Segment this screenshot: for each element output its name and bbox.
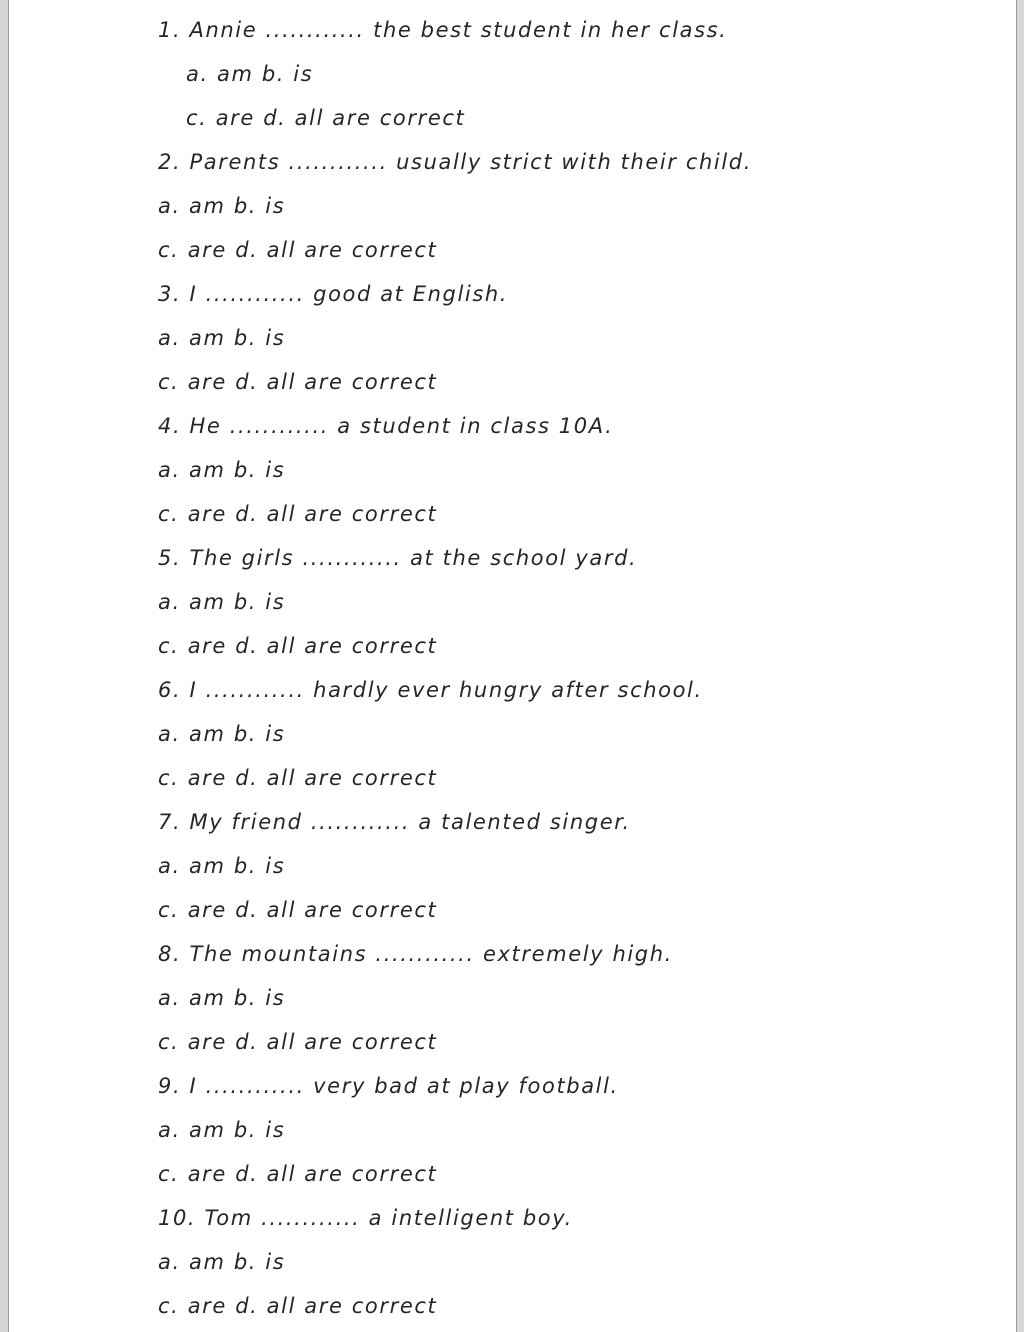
question-10-options-cd: c. are d. all are correct <box>158 1294 438 1318</box>
question-8-stem: 8. The mountains ............ extremely high. <box>158 942 673 966</box>
question-8-options-cd: c. are d. all are correct <box>158 1030 438 1054</box>
left-page-edge <box>0 0 9 1332</box>
question-5-options-cd: c. are d. all are correct <box>158 634 438 658</box>
question-9-stem: 9. I ............ very bad at play football. <box>158 1074 619 1098</box>
question-1-stem: 1. Annie ............ the best student in her class. <box>158 18 728 42</box>
question-3-options-cd: c. are d. all are correct <box>158 370 438 394</box>
question-7-options-ab: a. am b. is <box>158 854 286 878</box>
question-6-options-cd: c. are d. all are correct <box>158 766 438 790</box>
question-10-options-ab: a. am b. is <box>158 1250 286 1274</box>
question-4-options-ab: a. am b. is <box>158 458 286 482</box>
question-4-stem: 4. He ............ a student in class 10A. <box>158 414 614 438</box>
question-2-options-ab: a. am b. is <box>158 194 286 218</box>
question-8-options-ab: a. am b. is <box>158 986 286 1010</box>
question-6-stem: 6. I ............ hardly ever hungry after school. <box>158 678 703 702</box>
question-9-options-ab: a. am b. is <box>158 1118 286 1142</box>
question-2-stem: 2. Parents ............ usually strict with their child. <box>158 150 752 174</box>
question-3-stem: 3. I ............ good at English. <box>158 282 509 306</box>
question-5-options-ab: a. am b. is <box>158 590 286 614</box>
question-1-options-cd: c. are d. all are correct <box>186 106 466 130</box>
question-7-options-cd: c. are d. all are correct <box>158 898 438 922</box>
question-7-stem: 7. My friend ............ a talented singer. <box>158 810 631 834</box>
question-2-options-cd: c. are d. all are correct <box>158 238 438 262</box>
question-10-stem: 10. Tom ............ a intelligent boy. <box>158 1206 573 1230</box>
question-1-options-ab: a. am b. is <box>186 62 314 86</box>
question-6-options-ab: a. am b. is <box>158 722 286 746</box>
question-5-stem: 5. The girls ............ at the school yard. <box>158 546 638 570</box>
question-9-options-cd: c. are d. all are correct <box>158 1162 438 1186</box>
right-page-edge <box>1016 0 1024 1332</box>
question-4-options-cd: c. are d. all are correct <box>158 502 438 526</box>
question-3-options-ab: a. am b. is <box>158 326 286 350</box>
